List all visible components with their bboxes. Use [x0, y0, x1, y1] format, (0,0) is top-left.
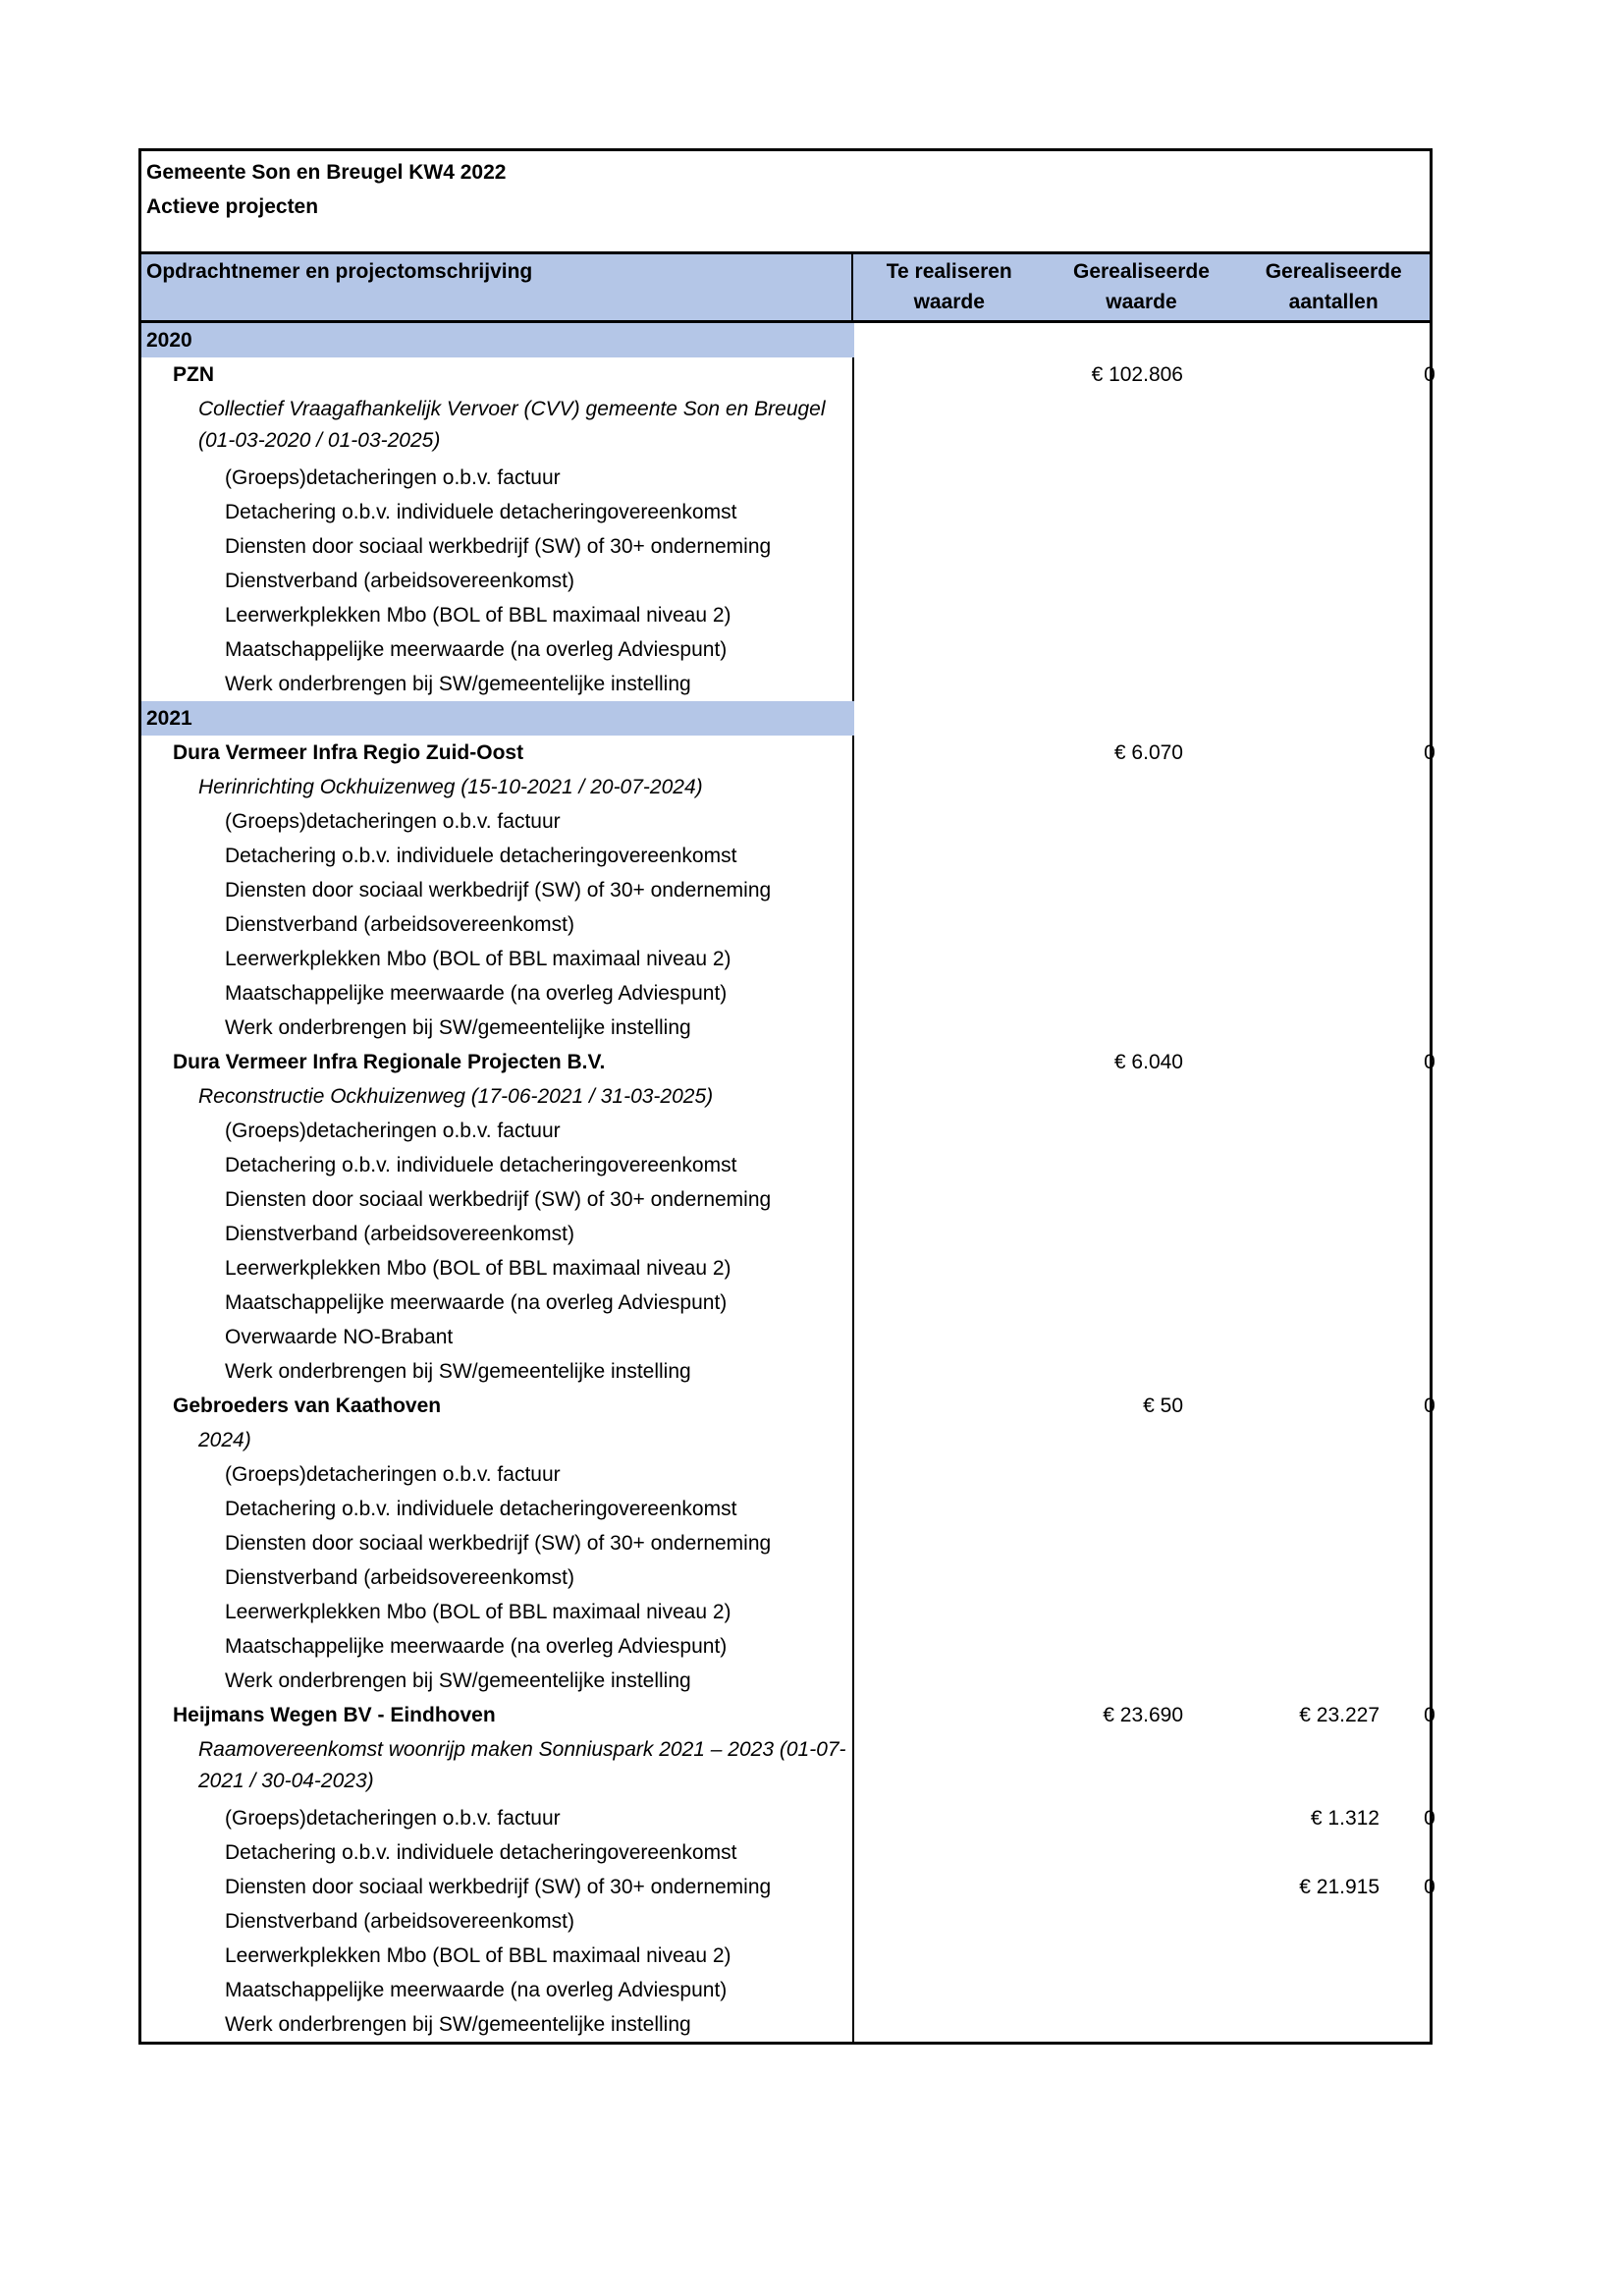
- target-value: € 6.070: [1113, 741, 1183, 764]
- contractor-description: Dura Vermeer Infra Regionale Projecten B.V.: [173, 1051, 606, 1073]
- item-description: Maatschappelijke meerwaarde (na overleg Adviespunt): [225, 1979, 728, 2001]
- item-description: Overwaarde NO-Brabant: [225, 1326, 454, 1348]
- item-description: Dienstverband (arbeidsovereenkomst): [225, 913, 575, 936]
- item-description: Werk onderbrengen bij SW/gemeentelijke instelling: [225, 1016, 691, 1039]
- item-description: Detachering o.b.v. individuele detacheringovereenkomst: [225, 1498, 737, 1520]
- report-table: [138, 148, 1433, 2045]
- year-description: 2021: [141, 701, 854, 736]
- item-description: Leerwerkplekken Mbo (BOL of BBL maximaal niveau 2): [225, 1944, 731, 1967]
- table-row: [141, 1114, 1430, 1148]
- table-row: [141, 1629, 1430, 1664]
- table-row: [141, 1595, 1430, 1629]
- project-row: [141, 1079, 1430, 1114]
- item-description: Dienstverband (arbeidsovereenkomst): [225, 1910, 575, 1933]
- table-row: [141, 1492, 1430, 1526]
- contractor-description: Dura Vermeer Infra Regio Zuid-Oost: [173, 741, 524, 764]
- item-description: Werk onderbrengen bij SW/gemeentelijke instelling: [225, 1669, 691, 1692]
- target-value: € 6.040: [1113, 1051, 1183, 1073]
- table-row: [141, 1870, 1435, 1904]
- table-row: [141, 1526, 1430, 1560]
- table-row: [141, 1664, 1430, 1698]
- item-description: Detachering o.b.v. individuele detacheringovereenkomst: [225, 1154, 737, 1176]
- item-description: Maatschappelijke meerwaarde (na overleg Adviespunt): [225, 638, 728, 661]
- report-subtitle: Actieve projecten: [146, 195, 319, 218]
- contractor-description: PZN: [173, 363, 214, 386]
- table-row: [141, 2007, 1430, 2042]
- project-description: 2024): [198, 1429, 251, 1451]
- column-header-target-line2: waarde: [913, 291, 985, 313]
- table-row: [141, 1973, 1430, 2007]
- table-row: [141, 1217, 1430, 1251]
- table-row: [141, 1904, 1430, 1939]
- project-row: [141, 770, 1430, 804]
- item-description: (Groeps)detacheringen o.b.v. factuur: [225, 1807, 561, 1830]
- count-value: 0: [1424, 1704, 1435, 1726]
- item-description: Leerwerkplekken Mbo (BOL of BBL maximaal niveau 2): [225, 948, 731, 970]
- item-description: (Groeps)detacheringen o.b.v. factuur: [225, 810, 561, 833]
- item-description: Diensten door sociaal werkbedrijf (SW) of 30+ onderneming: [225, 1876, 772, 1898]
- contractor-row: [141, 736, 1435, 770]
- table-row: [141, 461, 1430, 495]
- table-row: [141, 1320, 1430, 1354]
- table-row: [141, 1354, 1430, 1389]
- count-value: 0: [1424, 1807, 1435, 1830]
- realised-value: € 1.312: [1310, 1807, 1380, 1830]
- report-header: [141, 151, 1430, 254]
- item-description: Leerwerkplekken Mbo (BOL of BBL maximaal niveau 2): [225, 1257, 731, 1280]
- item-description: Detachering o.b.v. individuele detacheringovereenkomst: [225, 501, 737, 523]
- contractor-row: [141, 1698, 1435, 1732]
- project-description: Herinrichting Ockhuizenweg (15-10-2021 / 20-07-2024): [198, 776, 703, 798]
- realised-value: € 23.227: [1299, 1704, 1380, 1726]
- column-header-count-line1: Gerealiseerde: [1265, 260, 1402, 283]
- table-row: [141, 667, 1430, 701]
- table-row: [141, 942, 1430, 976]
- year-row: [141, 323, 1430, 357]
- project-row: [141, 392, 1430, 461]
- count-value: 0: [1424, 1394, 1435, 1417]
- column-header-target: [853, 254, 1046, 320]
- item-description: Dienstverband (arbeidsovereenkomst): [225, 570, 575, 592]
- table-row: [141, 1251, 1430, 1285]
- item-description: Diensten door sociaal werkbedrijf (SW) of 30+ onderneming: [225, 879, 772, 902]
- contractor-row: [141, 1389, 1435, 1423]
- contractor-row: [141, 357, 1435, 392]
- contractor-row: [141, 1045, 1435, 1079]
- year-row: [141, 701, 1430, 736]
- item-description: Detachering o.b.v. individuele detacheringovereenkomst: [225, 1841, 737, 1864]
- project-description: Collectief Vraagafhankelijk Vervoer (CVV) gemeente Son en Breugel (01-03-2020 / 01-03-2025): [198, 398, 826, 452]
- contractor-description: Heijmans Wegen BV - Eindhoven: [173, 1704, 496, 1726]
- project-row: [141, 1732, 1430, 1801]
- count-value: 0: [1424, 741, 1435, 764]
- project-description: Reconstructie Ockhuizenweg (17-06-2021 / 31-03-2025): [198, 1085, 714, 1108]
- table-row: [141, 1801, 1435, 1835]
- report-title: Gemeente Son en Breugel KW4 2022: [146, 161, 507, 184]
- item-description: Maatschappelijke meerwaarde (na overleg Adviespunt): [225, 1291, 728, 1314]
- table-body: [141, 323, 1435, 2042]
- column-header-realised: [1046, 254, 1238, 320]
- contractor-description: Gebroeders van Kaathoven: [173, 1394, 442, 1417]
- table-row: [141, 1835, 1430, 1870]
- item-description: Werk onderbrengen bij SW/gemeentelijke instelling: [225, 673, 691, 695]
- table-row: [141, 839, 1430, 873]
- realised-value: € 21.915: [1299, 1876, 1380, 1898]
- target-value: € 23.690: [1103, 1704, 1183, 1726]
- table-row: [141, 598, 1430, 632]
- column-header-row: [141, 254, 1430, 323]
- item-description: Dienstverband (arbeidsovereenkomst): [225, 1566, 575, 1589]
- table-row: [141, 495, 1430, 529]
- item-description: (Groeps)detacheringen o.b.v. factuur: [225, 1120, 561, 1142]
- target-value: € 102.806: [1091, 363, 1183, 386]
- count-value: 0: [1424, 363, 1435, 386]
- count-value: 0: [1424, 1876, 1435, 1898]
- year-description: 2020: [141, 323, 854, 357]
- table-row: [141, 976, 1430, 1011]
- item-description: Diensten door sociaal werkbedrijf (SW) of 30+ onderneming: [225, 1188, 772, 1211]
- table-row: [141, 1285, 1430, 1320]
- table-row: [141, 907, 1430, 942]
- item-description: Leerwerkplekken Mbo (BOL of BBL maximaal niveau 2): [225, 604, 731, 627]
- item-description: Detachering o.b.v. individuele detacheringovereenkomst: [225, 845, 737, 867]
- target-value: € 50: [1143, 1394, 1183, 1417]
- item-description: (Groeps)detacheringen o.b.v. factuur: [225, 1463, 561, 1486]
- table-row: [141, 1182, 1430, 1217]
- column-header-target-line1: Te realiseren: [886, 260, 1012, 283]
- table-row: [141, 1148, 1430, 1182]
- table-row: [141, 804, 1430, 839]
- table-row: [141, 1560, 1430, 1595]
- column-header-realised-line2: waarde: [1106, 291, 1177, 313]
- table-row: [141, 1939, 1430, 1973]
- project-row: [141, 1423, 1430, 1457]
- table-row: [141, 1011, 1430, 1045]
- table-row: [141, 1457, 1430, 1492]
- table-row: [141, 632, 1430, 667]
- item-description: Werk onderbrengen bij SW/gemeentelijke instelling: [225, 2013, 691, 2036]
- column-header-realised-line1: Gerealiseerde: [1072, 260, 1210, 283]
- table-row: [141, 873, 1430, 907]
- item-description: Werk onderbrengen bij SW/gemeentelijke instelling: [225, 1360, 691, 1383]
- table-row: [141, 564, 1430, 598]
- item-description: Diensten door sociaal werkbedrijf (SW) of 30+ onderneming: [225, 535, 772, 558]
- table-row: [141, 529, 1430, 564]
- column-header-count: [1237, 254, 1430, 320]
- item-description: (Groeps)detacheringen o.b.v. factuur: [225, 466, 561, 489]
- item-description: Diensten door sociaal werkbedrijf (SW) of 30+ onderneming: [225, 1532, 772, 1555]
- item-description: Maatschappelijke meerwaarde (na overleg Adviespunt): [225, 1635, 728, 1658]
- item-description: Dienstverband (arbeidsovereenkomst): [225, 1223, 575, 1245]
- column-header-count-line2: aantallen: [1288, 291, 1379, 313]
- count-value: 0: [1424, 1051, 1435, 1073]
- item-description: Maatschappelijke meerwaarde (na overleg Adviespunt): [225, 982, 728, 1005]
- item-description: Leerwerkplekken Mbo (BOL of BBL maximaal niveau 2): [225, 1601, 731, 1623]
- column-header-description: Opdrachtnemer en projectomschrijving: [141, 254, 853, 320]
- project-description: Raamovereenkomst woonrijp maken Sonniuspark 2021 – 2023 (01-07-2021 / 30-04-2023): [198, 1738, 846, 1792]
